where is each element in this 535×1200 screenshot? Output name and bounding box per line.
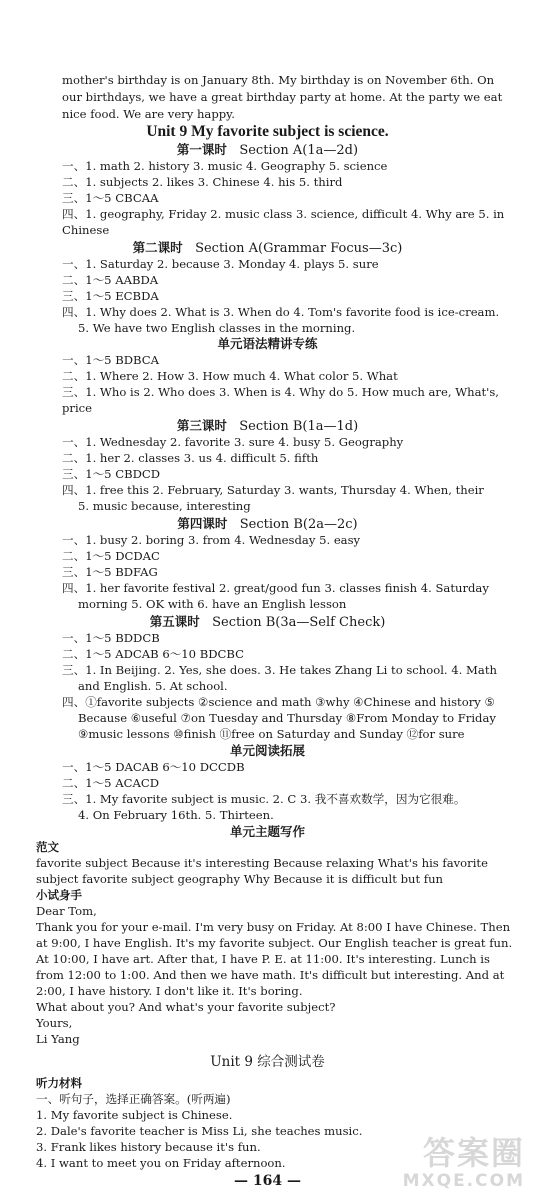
answer-line: Chinese xyxy=(62,223,110,237)
answer-line: 四、①favorite subjects ②science and math ③why ④Chinese and history ⑤ xyxy=(62,695,495,709)
answer-line: 三、1. In Beijing. 2. Yes, she does. 3. He takes Zhang Li to school. 4. Math xyxy=(62,663,497,677)
answer-line: 一、1. Wednesday 2. favorite 3. sure 4. busy 5. Geography xyxy=(62,435,404,449)
answer-line: 5. We have two English classes in the morning. xyxy=(78,321,356,335)
letter-greeting: Dear Tom, xyxy=(36,904,97,918)
reading-heading: 单元阅读拓展 xyxy=(229,743,305,758)
answer-line: 二、1. Where 2. How 3. How much 4. What color 5. What xyxy=(62,369,398,383)
model-essay-label: 范文 xyxy=(36,840,59,854)
watermark-url: MXQE.COM xyxy=(402,1171,525,1191)
answer-line: 四、1. free this 2. February, Saturday 3. wants, Thursday 4. When, their xyxy=(62,483,484,497)
answer-line: 5. music because, interesting xyxy=(78,499,251,513)
answer-line: 四、1. Why does 2. What is 3. When do 4. Tom's favorite food is ice-cream. xyxy=(62,305,500,319)
answer-line: 三、1～5 ECBDA xyxy=(62,289,159,303)
letter-line: What about you? And what's your favorite subject? xyxy=(36,1000,336,1014)
listening-line: 4. I want to meet you on Friday afternoon. xyxy=(36,1156,286,1170)
lesson-number: 第二课时 xyxy=(132,240,183,255)
answer-line: 二、1～5 DCDAC xyxy=(62,549,160,563)
listening-line: 2. Dale's favorite teacher is Miss Li, she teaches music. xyxy=(36,1124,363,1138)
unit-title: Unit 9 My favorite subject is science. xyxy=(146,123,389,140)
letter-signature: Li Yang xyxy=(36,1032,80,1046)
watermark-logo xyxy=(403,1135,525,1191)
answer-line: 一、1～5 BDBCA xyxy=(62,353,160,367)
text-line: our birthdays, we have a great birthday party at home. At the party we eat xyxy=(62,90,503,104)
answer-line: 一、1～5 DACAB 6～10 DCCDB xyxy=(62,760,245,774)
lesson-number: 第一课时 xyxy=(176,142,227,157)
answer-line: 四、1. geography, Friday 2. music class 3. science, difficult 4. Why are 5. in xyxy=(62,207,505,221)
answer-line: 三、1～5 BDFAG xyxy=(62,565,158,579)
answer-line: 一、1. Saturday 2. because 3. Monday 4. plays 5. sure xyxy=(62,257,379,271)
text-line: favorite subject Because it's interesting Because relaxing What's his favorite xyxy=(36,856,488,870)
writing-heading: 单元主题写作 xyxy=(229,824,305,839)
answer-line: 四、1. her favorite festival 2. great/good fun 3. classes finish 4. Saturday xyxy=(62,581,489,595)
answer-line: price xyxy=(62,401,93,415)
section-name: Section B(1a—1d) xyxy=(239,419,359,434)
answer-line: Because ⑥useful ⑦on Tuesday and Thursday ⑧From Monday to Friday xyxy=(78,711,496,725)
answer-line: and English. 5. At school. xyxy=(78,679,228,693)
answer-line: 4. On February 16th. 5. Thirteen. xyxy=(78,808,274,822)
lesson-number: 第五课时 xyxy=(149,614,200,629)
listening-label: 听力材料 xyxy=(36,1076,82,1090)
lesson-heading xyxy=(0,515,535,533)
letter-line: from 12:00 to 1:00. And then we have math. It's difficult but interesting. And at xyxy=(36,968,505,982)
section-name: Section A(Grammar Focus—3c) xyxy=(195,241,403,256)
section-name: Section B(3a—Self Check) xyxy=(212,615,386,630)
answer-line: 一、1～5 BDDCB xyxy=(62,631,160,645)
text-line: mother's birthday is on January 8th. My birthday is on November 6th. On xyxy=(62,73,495,87)
answer-line: 二、1～5 ACACD xyxy=(62,776,160,790)
lesson-heading xyxy=(0,613,535,631)
listening-line: 1. My favorite subject is Chinese. xyxy=(36,1108,233,1122)
lesson-number: 第三课时 xyxy=(176,418,227,433)
answer-line: ⑨music lessons ⑩finish ⑪free on Saturday and Sunday ⑫for sure xyxy=(78,727,465,741)
answer-line: 三、1～5 CBDCD xyxy=(62,467,161,481)
practice-label: 小试身手 xyxy=(36,888,82,902)
answer-line: 二、1～5 AABDA xyxy=(62,273,159,287)
instruction-line: 一、听句子，选择正确答案。(听两遍) xyxy=(36,1092,231,1106)
watermark-text: 答案圈 xyxy=(422,1134,525,1172)
lesson-heading xyxy=(0,141,535,159)
answer-line: 三、1. My favorite subject is music. 2. C 3. 我不喜欢数学，因为它很难。 xyxy=(62,792,466,806)
answer-line: 二、1～5 ADCAB 6～10 BDCBC xyxy=(62,647,245,661)
answer-line: 一、1. busy 2. boring 3. from 4. Wednesday 5. easy xyxy=(62,533,361,547)
lesson-heading xyxy=(0,417,535,435)
page-number: — 164 — xyxy=(234,1173,301,1189)
answer-line: 二、1. her 2. classes 3. us 4. difficult 5. fifth xyxy=(62,451,319,465)
answer-line: 一、1. math 2. history 3. music 4. Geography 5. science xyxy=(62,159,388,173)
letter-line: At 10:00, I have art. After that, I have P. E. at 11:00. It's interesting. Lunch is xyxy=(36,952,490,966)
lesson-number: 第四课时 xyxy=(177,516,228,531)
letter-line: Thank you for your e-mail. I'm very busy on Friday. At 8:00 I have Chinese. Then xyxy=(36,920,511,934)
answer-line: 三、1. Who is 2. Who does 3. When is 4. Why do 5. How much are, What's, xyxy=(62,385,499,399)
listening-line: 3. Frank likes history because it's fun. xyxy=(36,1140,261,1154)
section-name: Section A(1a—2d) xyxy=(239,143,359,158)
letter-line: at 9:00, I have English. It's my favorite subject. Our English teacher is great fun. xyxy=(36,936,513,950)
answer-line: 三、1～5 CBCAA xyxy=(62,191,159,205)
letter-closing: Yours, xyxy=(36,1016,73,1030)
section-name: Section B(2a—2c) xyxy=(239,517,358,532)
text-line: nice food. We are very happy. xyxy=(62,107,235,121)
lesson-heading xyxy=(0,239,535,257)
letter-line: 2:00, I have history. I don't like it. It's boring. xyxy=(36,984,303,998)
test-title: Unit 9 综合测试卷 xyxy=(210,1054,325,1070)
answer-line: morning 5. OK with 6. have an English lesson xyxy=(78,597,347,611)
text-line: subject favorite subject geography Why Because it is difficult but fun xyxy=(36,872,444,886)
grammar-heading: 单元语法精讲专练 xyxy=(217,336,318,351)
answer-line: 二、1. subjects 2. likes 3. Chinese 4. his 5. third xyxy=(62,175,343,189)
